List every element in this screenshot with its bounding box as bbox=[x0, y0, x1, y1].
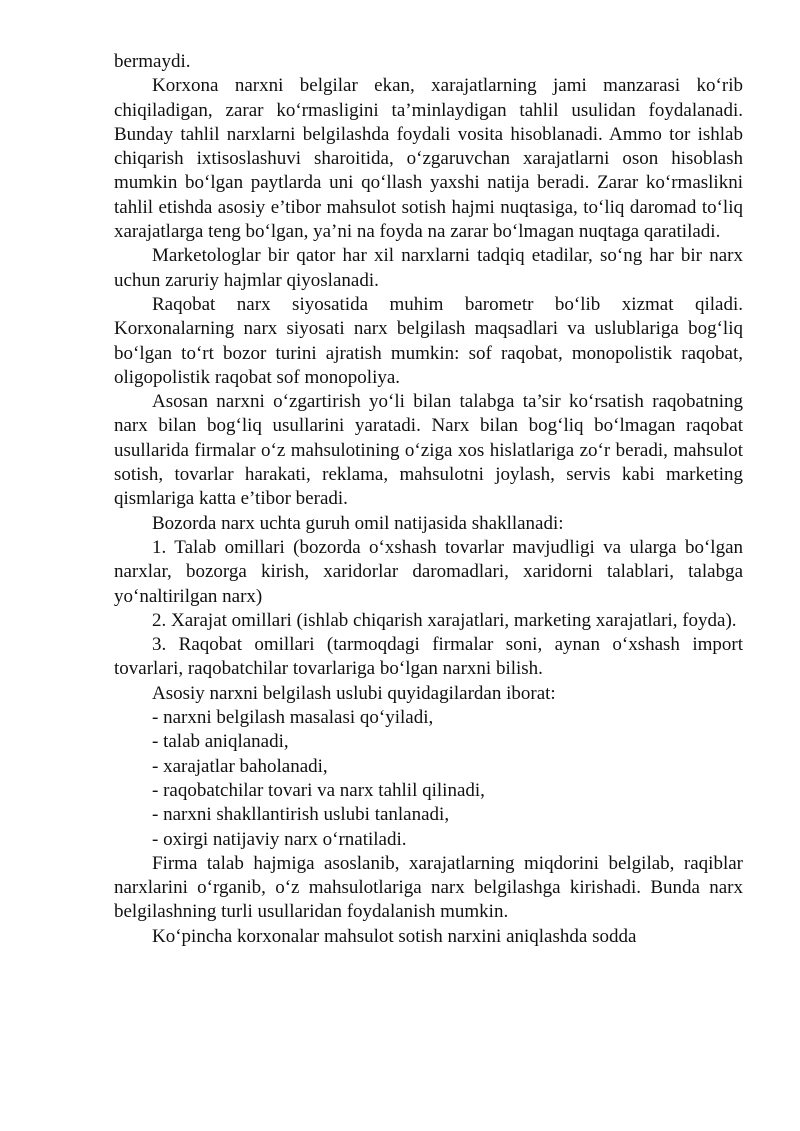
paragraph-marketologists: Marketologlar bir qator har xil narxlarni tadqiq etadilar, so‘ng har bir narx uchun zaruriy hajmlar qiyoslanadi. bbox=[114, 245, 743, 291]
list-item: - oxirgi natijaviy narx o‘rnatiladi. bbox=[152, 828, 407, 850]
list-item: - raqobatchilar tovari va narx tahlil qilinadi, bbox=[152, 779, 485, 801]
list-item: - xarajatlar baholanadi, bbox=[152, 755, 328, 777]
paragraph-enterprises-pricing: Ko‘pincha korxonalar mahsulot sotish narxini aniqlashda sodda bbox=[152, 925, 637, 947]
list-item: - narxni shakllantirish uslubi tanlanadi, bbox=[152, 804, 450, 826]
paragraph-pricing-method-intro: Asosiy narxni belgilash uslubi quyidagilardan iborat: bbox=[152, 682, 556, 704]
list-item: - talab aniqlanadi, bbox=[152, 731, 289, 753]
paragraph-competition-barometer: Raqobat narx siyosatida muhim barometr bo‘lib xizmat qiladi. Korxonalarning narx siyosati narx belgilash maqsadlari va uslublariga bog‘liq bo‘lgan to‘rt bozor turini ajratish mumkin: sof raqobat, monopolistik raqobat, oligopolistik raqobat sof monopoliya. bbox=[114, 293, 743, 388]
paragraph-cost-factors: 2. Xarajat omillari (ishlab chiqarish xarajatlari, marketing xarajatlari, foyda). bbox=[152, 609, 737, 631]
document-page bbox=[114, 50, 743, 949]
paragraph-competition-factors: 3. Raqobat omillari (tarmoqdagi firmalar soni, aynan o‘xshash import tovarlari, raqobatchilar tovarlariga bo‘lgan narxni bilish. bbox=[114, 634, 743, 680]
paragraph-firm-pricing: Firma talab hajmiga asoslanib, xarajatlarning miqdorini belgilab, raqiblar narxlarini o‘rganib, o‘z mahsulotlariga narx belgilashga kirishadi. Bunda narx belgilashning turli usullaridan foydalanish mumkin. bbox=[114, 852, 743, 923]
paragraph-demand-factors: 1. Talab omillari (bozorda o‘xshash tovarlar mavjudligi va ularga bo‘lgan narxlar, bozorga kirish, xaridorlar daromadlari, xaridorni talablari, talabga yo‘naltirilgan narx) bbox=[114, 536, 743, 607]
paragraph-continuation: bermaydi. bbox=[114, 51, 191, 72]
paragraph-break-even-analysis: Korxona narxni belgilar ekan, xarajatlarning jami manzarasi ko‘rib chiqiladigan, zarar ko‘rmasligini ta’minlaydigan tahlil usulidan foydalanadi. Bunday tahlil narxlarni belgilashda foydali vosita hisoblanadi. Ammo tor ishlab chiqarish ixtisoslashuvi sharoitida, o‘zgaruvchan xarajatlarni oson hisoblash mumkin bo‘lgan paytlarda uni qo‘llash yaxshi natija beradi. Zarar ko‘rmaslikni tahlil etishda asosiy e’tibor mahsulot sotish hajmi nuqtasiga, to‘liq daromad to‘liq xarajatlarga teng bo‘lgan, ya’ni na foyda na zarar bo‘lmagan nuqtaga qaratiladi. bbox=[114, 75, 743, 243]
list-item: - narxni belgilash masalasi qo‘yiladi, bbox=[152, 707, 434, 729]
paragraph-price-competition: Asosan narxni o‘zgartirish yo‘li bilan talabga ta’sir ko‘rsatish raqobatning narx bilan bog‘liq usullarini yaratadi. Narx bilan bog‘liq bo‘lmagan raqobat usullarida firmalar o‘z mahsulotining o‘ziga xos hislatlariga zo‘r beradi, mahsulot sotish, tovarlar harakati, reklama, mahsulotni joylash, servis kabi marketing qismlariga katta e’tibor beradi. bbox=[114, 391, 743, 510]
paragraph-price-factors-intro: Bozorda narx uchta guruh omil natijasida shakllanadi: bbox=[152, 512, 564, 534]
